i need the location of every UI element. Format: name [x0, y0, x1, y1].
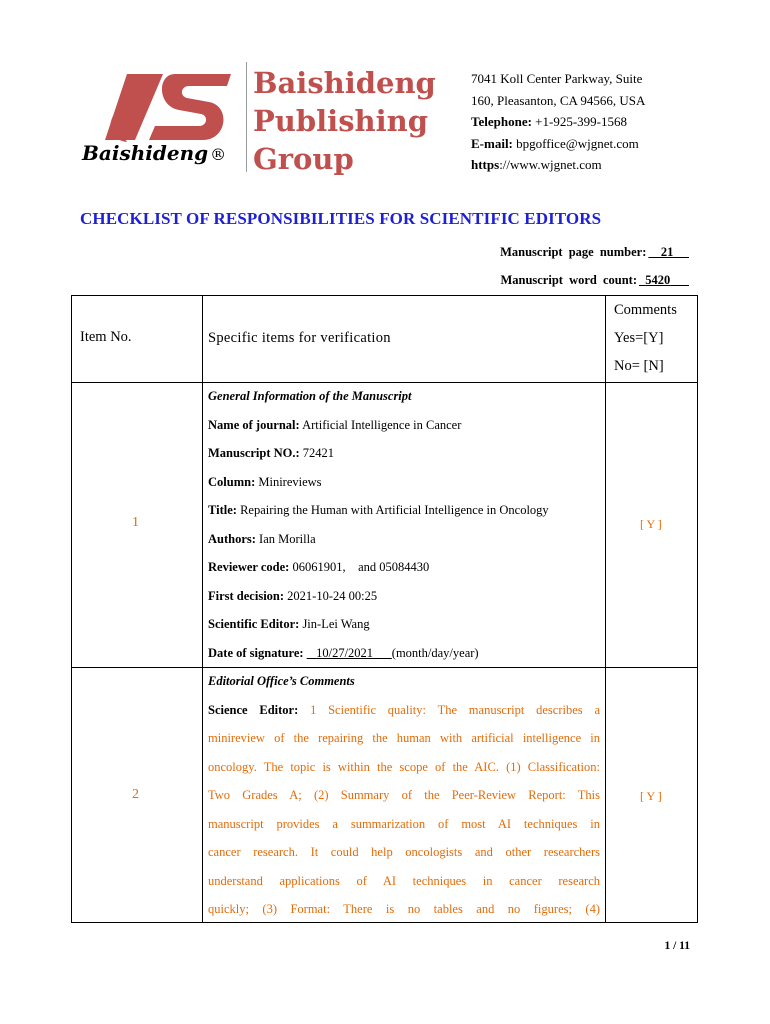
page-number-field: Manuscript page number: 21 [500, 245, 674, 259]
first-decision-line: First decision: 2021-10-24 00:25 [208, 588, 378, 603]
logo-wordmark: Baishideng ® [82, 141, 227, 165]
checklist-table [71, 295, 698, 923]
comment-line: minireview of the repairing the human with artificial intelligence in [208, 731, 600, 745]
column-line: Column: Minireviews [208, 474, 322, 489]
comment-mark: [ Y ] [640, 789, 662, 803]
contact-block [471, 68, 645, 176]
brand-name: Baishideng Publishing Group [253, 66, 436, 176]
scientific-editor-line: Scientific Editor: Jin-Lei Wang [208, 617, 370, 631]
comment-line: Two Grades A; (2) Summary of the Peer-Review Report: This [208, 788, 600, 802]
table-border [697, 295, 698, 923]
section-heading: General Information of the Manuscript [208, 389, 412, 403]
header-no: No= [N] [614, 358, 664, 374]
manuscript-no-line: Manuscript NO.: 72421 [208, 446, 335, 460]
email-line[interactable]: E-mail: bpgoffice@wjgnet.com [471, 135, 639, 151]
authors-line: Authors: Ian Morilla [208, 531, 316, 546]
comment-line: cancer research. It could help oncologists and other researchers [208, 845, 600, 859]
comment-line: understand applications of AI techniques in cancer research [208, 873, 600, 888]
comment-line: quickly; (3) Format: There is no tables and no figures; (4) [208, 902, 600, 916]
editorial-comments-block [208, 667, 600, 924]
header-divider [246, 62, 247, 172]
general-information-block [208, 382, 549, 667]
journal-line: Name of journal: Artificial Intelligence in Cancer [208, 417, 462, 432]
comment-line: manuscript provides a summarization of most AI techniques in [208, 816, 600, 831]
comment-line: Science Editor: 1 Scientific quality: The manuscript describes a [208, 702, 600, 717]
word-count-field: Manuscript word count: 5420 [500, 273, 671, 287]
table-border [71, 295, 72, 923]
comment-mark: [ Y ] [640, 517, 662, 531]
baishideng-logo-icon [105, 70, 235, 148]
comment-line: oncology. The topic is within the scope of the AIC. (1) Classification: [208, 759, 600, 774]
header-item-no: Item No. [80, 329, 132, 345]
column-divider [202, 295, 203, 923]
reviewer-code-line: Reviewer code: 06061901, and 05084430 [208, 560, 430, 574]
address-line: 7041 Koll Center Parkway, Suite [471, 71, 643, 86]
page-number: 1 / 11 [664, 940, 690, 952]
telephone-line: Telephone: +1-925-399-1568 [471, 114, 627, 129]
website-link[interactable]: https://www.wjgnet.com [471, 157, 602, 172]
section-heading: Editorial Office’s Comments [208, 674, 355, 688]
address-line: 160, Pleasanton, CA 94566, USA [471, 92, 646, 108]
column-divider [605, 295, 606, 923]
header-yes: Yes=[Y] [614, 330, 664, 346]
row-number: 1 [132, 515, 139, 530]
document-title: CHECKLIST OF RESPONSIBILITIES FOR SCIENTIFIC EDITORS [80, 209, 602, 228]
table-border [71, 295, 698, 296]
title-line: Title: Repairing the Human with Artificial Intelligence in Oncology [208, 503, 549, 517]
row-number: 2 [132, 787, 139, 802]
date-of-signature-line: Date of signature: 10/27/2021 (month/day/year) [208, 645, 479, 660]
header-specific-items: Specific items for verification [208, 330, 391, 346]
header-comments: Comments [614, 302, 677, 318]
